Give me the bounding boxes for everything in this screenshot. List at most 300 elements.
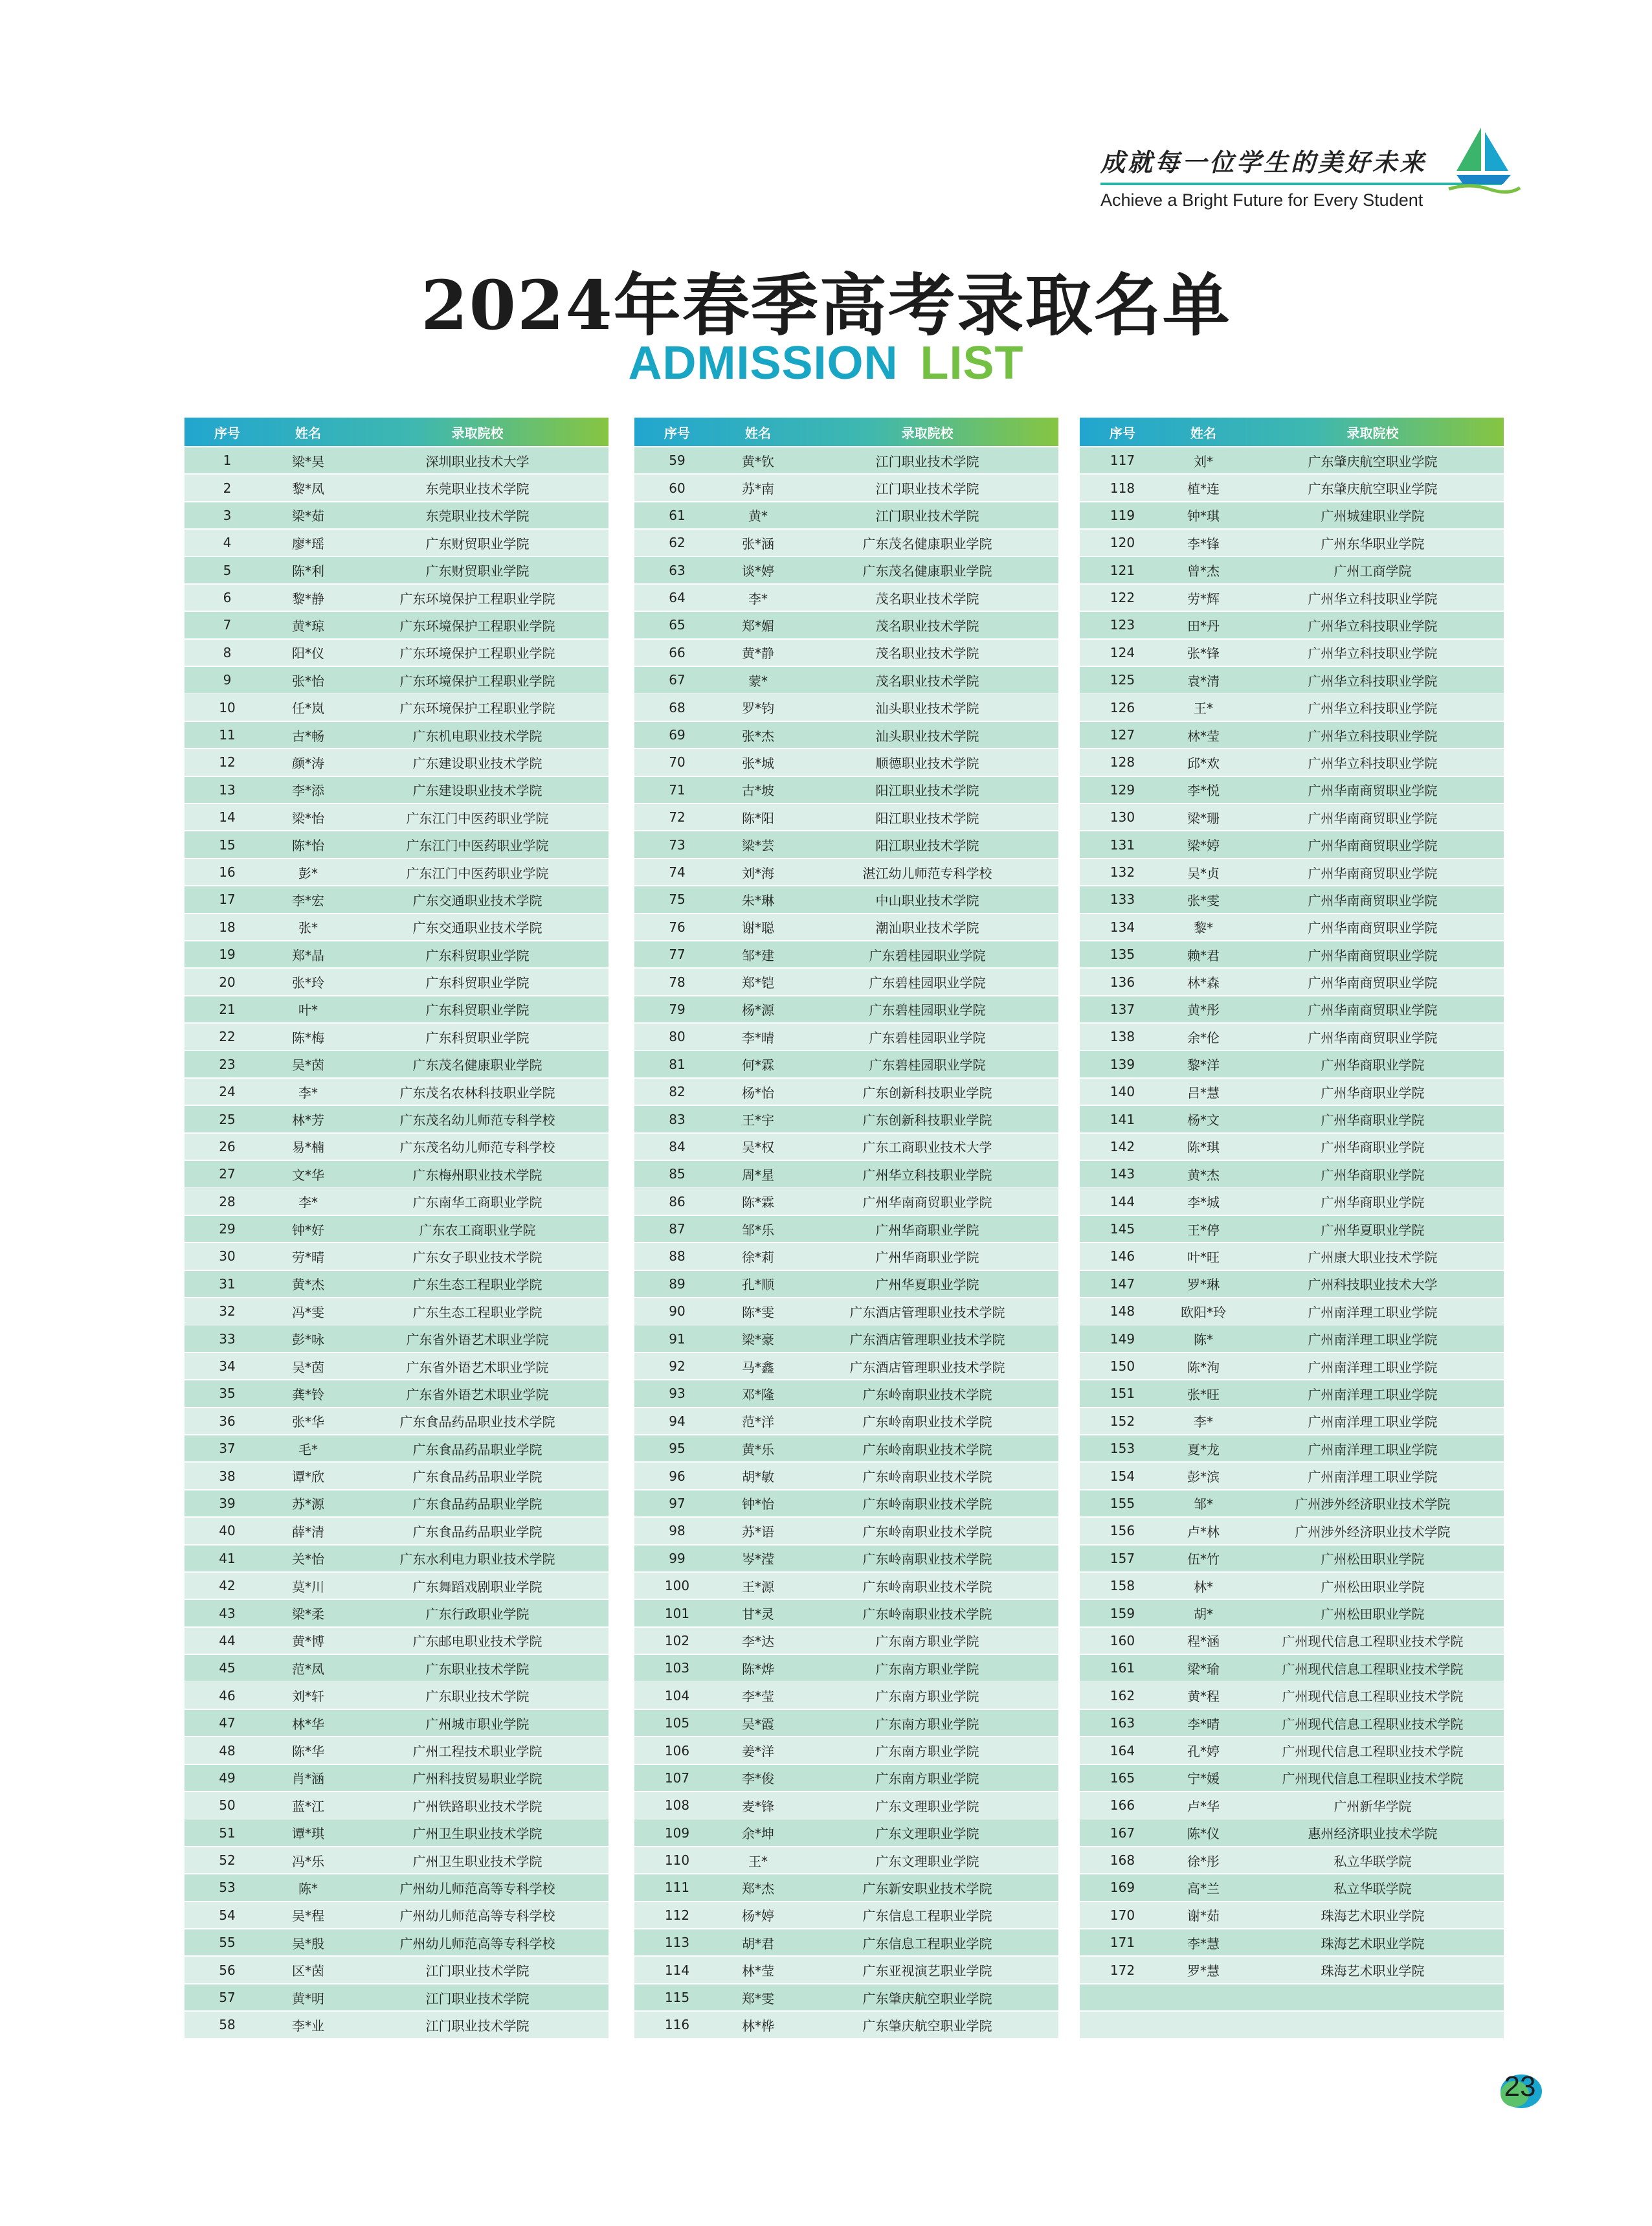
- table-row: [634, 1216, 1058, 1242]
- row-number: 121: [1110, 562, 1135, 578]
- school-name: 广州现代信息工程职业技术学院: [1282, 1716, 1464, 1732]
- table-row: [184, 749, 608, 776]
- student-name: 黎*凤: [292, 481, 324, 497]
- table-row: [634, 585, 1058, 611]
- table-row: [1080, 1024, 1504, 1050]
- row-number: 52: [219, 1852, 236, 1869]
- table-header: [634, 418, 1058, 446]
- student-name: 梁*瑜: [1187, 1661, 1220, 1677]
- student-name: 关*怡: [292, 1551, 324, 1568]
- row-number: 147: [1110, 1276, 1135, 1292]
- table-row: [184, 1682, 608, 1709]
- school-name: 广州幼儿师范高等专科学校: [399, 1935, 555, 1951]
- school-name: 广州南洋理工职业学院: [1308, 1386, 1438, 1402]
- student-name: 阳*仪: [292, 646, 324, 662]
- school-name: 广州华南商贸职业学院: [1308, 1029, 1438, 1046]
- table-row: [634, 886, 1058, 913]
- row-number: 11: [219, 727, 236, 743]
- row-number: 127: [1110, 727, 1135, 743]
- row-number: 74: [669, 864, 686, 880]
- table-row: [1080, 941, 1504, 968]
- page-title: 2024年春季高考录取名单: [421, 265, 1231, 345]
- table-row: [1080, 1765, 1504, 1792]
- row-number: 39: [219, 1495, 236, 1511]
- school-name: 广东农工商职业学院: [419, 1222, 536, 1238]
- table-row: [634, 612, 1058, 638]
- school-name: 广州华立科技职业学院: [1308, 673, 1438, 689]
- row-number: 7: [223, 617, 232, 633]
- student-name: 陈*烨: [742, 1661, 774, 1677]
- school-name: 广州松田职业学院: [1321, 1551, 1425, 1568]
- row-number: 151: [1110, 1386, 1135, 1402]
- row-number: 132: [1110, 864, 1135, 880]
- row-number: 77: [669, 947, 686, 963]
- table-row: [184, 722, 608, 748]
- school-name: 广州松田职业学院: [1321, 1606, 1425, 1623]
- school-name: 广州华商职业学院: [1321, 1085, 1425, 1101]
- student-name: 刘*: [1194, 453, 1213, 469]
- header-name: 姓名: [1190, 425, 1216, 441]
- table-row: [184, 1902, 608, 1929]
- student-name: 黄*彤: [1187, 1002, 1220, 1018]
- school-name: 广东南方职业学院: [875, 1744, 979, 1759]
- school-name: 广州铁路职业技术学院: [412, 1798, 542, 1814]
- school-name: 广东交通职业技术学院: [412, 920, 542, 936]
- student-name: 甘*灵: [742, 1606, 774, 1623]
- student-name: 谭*欣: [292, 1469, 324, 1485]
- table-row: [1080, 1655, 1504, 1681]
- school-name: 广东肇庆航空职业学院: [862, 2018, 992, 2034]
- row-number: 21: [219, 1001, 236, 1017]
- table-row: [1080, 1134, 1504, 1160]
- row-number: 34: [219, 1358, 236, 1375]
- row-number: 75: [669, 892, 686, 908]
- table-row: [1080, 585, 1504, 611]
- student-name: 黎*洋: [1187, 1057, 1220, 1074]
- row-number: 166: [1110, 1797, 1135, 1814]
- student-name: 吕*慧: [1187, 1085, 1220, 1101]
- school-name: 广州华立科技职业学院: [1308, 618, 1438, 634]
- student-name: 郑*铠: [742, 975, 774, 991]
- school-name: 广东亚视演艺职业学院: [862, 1963, 992, 1979]
- student-name: 罗*钧: [742, 701, 774, 717]
- student-name: 陈*华: [292, 1744, 324, 1759]
- table-row: [1080, 1984, 1504, 2011]
- row-number: 86: [669, 1193, 686, 1209]
- row-number: 67: [669, 672, 686, 688]
- school-name: 江门职业技术学院: [425, 1990, 530, 2007]
- student-name: 谭*琪: [292, 1826, 324, 1842]
- row-number: 128: [1110, 754, 1135, 770]
- row-number: 157: [1110, 1550, 1135, 1566]
- table-row: [184, 447, 608, 474]
- student-name: 莫*川: [292, 1579, 324, 1595]
- school-name: 广东科贸职业学院: [425, 947, 530, 963]
- student-name: 彭*滨: [1187, 1469, 1220, 1485]
- school-name: 广州涉外经济职业技术学院: [1295, 1496, 1451, 1512]
- student-name: 蓝*江: [292, 1798, 324, 1814]
- school-name: 广州工程技术职业学院: [412, 1744, 542, 1759]
- school-name: 广州幼儿师范高等专科学校: [399, 1908, 555, 1924]
- row-number: 142: [1110, 1138, 1135, 1154]
- row-number: 107: [664, 1770, 690, 1786]
- table-row: [1080, 831, 1504, 858]
- student-name: 林*森: [1187, 975, 1220, 991]
- row-number: 112: [664, 1907, 690, 1923]
- table-row: [184, 1408, 608, 1435]
- student-name: 罗*慧: [1187, 1963, 1220, 1979]
- table-row: [1080, 1188, 1504, 1215]
- row-number: 45: [219, 1660, 236, 1676]
- row-number: 159: [1110, 1605, 1135, 1621]
- school-name: 广州华商职业学院: [1321, 1195, 1425, 1211]
- table-row: [1080, 1380, 1504, 1407]
- table-row: [1080, 859, 1504, 886]
- school-name: 广东岭南职业技术学院: [862, 1441, 992, 1457]
- table-row: [184, 1463, 608, 1489]
- table-row: [634, 1325, 1058, 1352]
- table-row: [634, 475, 1058, 501]
- table-row: [634, 1792, 1058, 1819]
- school-name: 广州城建职业学院: [1321, 508, 1425, 524]
- row-number: 162: [1110, 1687, 1135, 1703]
- row-number: 104: [664, 1687, 690, 1703]
- student-name: 林*桦: [742, 2018, 774, 2034]
- table-row: [1080, 1737, 1504, 1764]
- table-row: [1080, 694, 1504, 721]
- student-name: 任*岚: [292, 701, 324, 717]
- school-name: 广东工商职业技术大学: [862, 1140, 992, 1156]
- student-name: 张*华: [292, 1414, 324, 1430]
- sailboat-icon: [1444, 124, 1521, 196]
- student-name: 胡*: [1194, 1606, 1213, 1623]
- school-name: 广东省外语艺术职业学院: [406, 1332, 549, 1348]
- table-row: [184, 1353, 608, 1380]
- row-number: 84: [669, 1138, 686, 1154]
- table-row: [634, 996, 1058, 1023]
- table-row: [184, 1435, 608, 1462]
- school-name: 广州华立科技职业学院: [1308, 590, 1438, 607]
- row-number: 70: [669, 754, 686, 770]
- student-name: 谈*婷: [742, 563, 774, 579]
- school-name: 广州华南商贸职业学院: [862, 1195, 992, 1211]
- table-row: [184, 1792, 608, 1819]
- table-row: [634, 1353, 1058, 1380]
- table-row: [1080, 1573, 1504, 1599]
- row-number: 115: [664, 1990, 690, 2006]
- student-name: 邓*隆: [742, 1386, 774, 1402]
- school-name: 广东交通职业技术学院: [412, 892, 542, 908]
- table-row: [184, 1325, 608, 1352]
- school-name: 广东行政职业学院: [425, 1606, 530, 1623]
- student-name: 邹*建: [742, 947, 774, 963]
- student-name: 何*霖: [742, 1057, 774, 1074]
- school-name: 广州现代信息工程职业技术学院: [1282, 1634, 1464, 1650]
- admission-table-3: [1080, 418, 1504, 2038]
- table-row: [1080, 640, 1504, 666]
- row-number: 12: [219, 754, 236, 770]
- student-name: 梁*柔: [292, 1606, 324, 1623]
- row-number: 46: [219, 1687, 236, 1703]
- table-row: [184, 1188, 608, 1215]
- school-name: 广东岭南职业技术学院: [862, 1551, 992, 1568]
- school-name: 广东南华工商职业学院: [412, 1195, 542, 1211]
- student-name: 李*: [1194, 1414, 1213, 1430]
- student-name: 李*莹: [742, 1689, 774, 1705]
- row-number: 137: [1110, 1001, 1135, 1017]
- school-name: 广东省外语艺术职业学院: [406, 1359, 549, 1375]
- row-number: 114: [664, 1962, 690, 1978]
- row-number: 119: [1110, 507, 1135, 523]
- row-number: 161: [1110, 1660, 1135, 1676]
- school-name: 广东生态工程职业学院: [412, 1304, 542, 1320]
- table-row: [184, 585, 608, 611]
- row-number: 126: [1110, 699, 1135, 715]
- row-number: 101: [664, 1605, 690, 1621]
- school-name: 广州南洋理工职业学院: [1308, 1414, 1438, 1430]
- school-name: 私立华联学院: [1334, 1880, 1412, 1896]
- student-name: 李*晴: [1187, 1716, 1220, 1732]
- school-name: 江门职业技术学院: [425, 2018, 530, 2034]
- school-name: 广州华立科技职业学院: [1308, 701, 1438, 717]
- table-row: [184, 831, 608, 858]
- admission-table-1: [184, 418, 608, 2038]
- student-name: 陈*: [1194, 1332, 1213, 1348]
- table-row: [184, 667, 608, 693]
- table-row: [634, 1929, 1058, 1956]
- row-number: 139: [1110, 1056, 1135, 1072]
- table-row: [634, 941, 1058, 968]
- row-number: 116: [664, 2017, 690, 2033]
- table-row: [1080, 1792, 1504, 1819]
- table-row: [1080, 1546, 1504, 1572]
- student-name: 王*停: [1187, 1222, 1220, 1238]
- row-number: 23: [219, 1056, 236, 1072]
- table-row: [1080, 1435, 1504, 1462]
- row-number: 79: [669, 1001, 686, 1017]
- student-name: 林*华: [292, 1716, 324, 1732]
- school-name: 广东茂名健康职业学院: [862, 535, 992, 552]
- row-number: 61: [669, 507, 686, 523]
- table-row: [1080, 1600, 1504, 1626]
- row-number: 118: [1110, 480, 1135, 496]
- student-name: 郑*杰: [742, 1880, 774, 1896]
- school-name: 茂名职业技术学院: [875, 618, 979, 634]
- table-row: [634, 1957, 1058, 1983]
- student-name: 林*莹: [1187, 728, 1220, 744]
- school-name: 广东碧桂园职业学院: [869, 1057, 986, 1074]
- school-name: 广州华南商贸职业学院: [1308, 810, 1438, 826]
- row-number: 42: [219, 1578, 236, 1594]
- row-number: 63: [669, 562, 686, 578]
- table-row: [184, 2012, 608, 2038]
- row-number: 109: [664, 1825, 690, 1841]
- school-name: 广东茂名农林科技职业学院: [399, 1085, 555, 1101]
- table-row: [634, 1079, 1058, 1105]
- student-name: 冯*乐: [292, 1853, 324, 1869]
- row-number: 87: [669, 1221, 686, 1237]
- table-row: [1080, 1161, 1504, 1187]
- student-name: 李*: [748, 590, 768, 607]
- row-number: 113: [664, 1935, 690, 1951]
- table-row: [184, 1079, 608, 1105]
- row-number: 14: [219, 809, 236, 826]
- school-name: 茂名职业技术学院: [875, 673, 979, 689]
- student-name: 廖*瑶: [292, 535, 324, 552]
- school-name: 广州华南商贸职业学院: [1308, 892, 1438, 908]
- student-name: 区*茵: [292, 1963, 324, 1979]
- school-name: 广东酒店管理职业技术学院: [849, 1359, 1005, 1375]
- table-row: [634, 749, 1058, 776]
- school-name: 广州东华职业学院: [1321, 535, 1425, 552]
- school-name: 广东职业技术学院: [425, 1661, 530, 1677]
- school-name: 广州华立科技职业学院: [1308, 755, 1438, 771]
- table-row: [634, 1682, 1058, 1709]
- school-name: 潮汕职业技术学院: [875, 920, 979, 936]
- row-number: 133: [1110, 892, 1135, 908]
- school-name: 广州华南商贸职业学院: [1308, 865, 1438, 881]
- school-name: 广东信息工程职业学院: [862, 1935, 992, 1951]
- school-name: 广东食品药品职业学院: [412, 1496, 542, 1512]
- table-row: [1080, 1628, 1504, 1654]
- school-name: 广州华商职业学院: [875, 1222, 979, 1238]
- page-subtitle: [0, 337, 1652, 390]
- student-name: 田*丹: [1187, 618, 1220, 634]
- table-row: [634, 1161, 1058, 1187]
- row-number: 4: [223, 535, 232, 551]
- school-name: 广东科贸职业学院: [425, 975, 530, 991]
- table-row: [184, 1984, 608, 2011]
- school-name: 阳江职业技术学院: [875, 810, 979, 826]
- student-name: 黄*: [748, 508, 768, 524]
- table-row: [1080, 1353, 1504, 1380]
- table-row: [1080, 777, 1504, 804]
- student-name: 范*洋: [742, 1414, 774, 1430]
- table-row: [1080, 804, 1504, 831]
- row-number: 169: [1110, 1880, 1135, 1896]
- school-name: 惠州经济职业技术学院: [1308, 1826, 1438, 1842]
- school-name: 茂名职业技术学院: [875, 646, 979, 662]
- row-number: 16: [219, 864, 236, 880]
- table-row: [634, 777, 1058, 804]
- school-name: 广东食品药品职业学院: [412, 1441, 542, 1457]
- student-name: 吴*霞: [742, 1716, 774, 1732]
- school-name: 广东环境保护工程职业学院: [399, 646, 555, 662]
- student-name: 龚*铃: [292, 1386, 324, 1402]
- table-row: [634, 1710, 1058, 1737]
- school-name: 广东生态工程职业学院: [412, 1277, 542, 1293]
- school-name: 广东食品药品职业学院: [412, 1469, 542, 1485]
- header-no: 序号: [664, 425, 690, 441]
- student-name: 黄*杰: [1187, 1167, 1220, 1183]
- school-name: 广东茂名幼儿师范专科学校: [399, 1140, 555, 1156]
- row-number: 48: [219, 1742, 236, 1759]
- student-name: 薛*清: [292, 1523, 324, 1540]
- student-name: 周*星: [742, 1167, 774, 1183]
- school-name: 东莞职业技术学院: [425, 481, 530, 497]
- school-name: 广州华南商贸职业学院: [1308, 947, 1438, 963]
- school-name: 广州康大职业技术学院: [1308, 1249, 1438, 1265]
- row-number: 66: [669, 644, 686, 660]
- school-name: 广东茂名幼儿师范专科学校: [399, 1112, 555, 1129]
- table-row: [634, 1298, 1058, 1325]
- row-number: 40: [219, 1523, 236, 1539]
- student-name: 梁*婷: [1187, 838, 1220, 854]
- page-number-badge: [1497, 2065, 1543, 2111]
- row-number: 76: [669, 919, 686, 935]
- student-name: 欧阳*玲: [1181, 1304, 1226, 1320]
- school-name: 广州卫生职业技术学院: [412, 1826, 542, 1842]
- table-row: [634, 1518, 1058, 1544]
- student-name: 劳*辉: [1187, 590, 1220, 607]
- table-row: [184, 557, 608, 583]
- school-name: 广州南洋理工职业学院: [1308, 1304, 1438, 1320]
- table-row: [184, 612, 608, 638]
- table-row: [634, 804, 1058, 831]
- row-number: 134: [1110, 919, 1135, 935]
- table-row: [634, 859, 1058, 886]
- table-row: [634, 1984, 1058, 2011]
- row-number: 41: [219, 1550, 236, 1566]
- school-name: 广东江门中医药职业学院: [406, 865, 549, 881]
- row-number: 106: [664, 1742, 690, 1759]
- row-number: 47: [219, 1715, 236, 1731]
- subtitle-admission: ADMISSION: [628, 337, 899, 389]
- student-name: 陈*雯: [742, 1304, 774, 1320]
- row-number: 38: [219, 1468, 236, 1484]
- row-number: 136: [1110, 974, 1135, 990]
- student-name: 郑*雯: [742, 1990, 774, 2007]
- table-row: [1080, 1463, 1504, 1489]
- table-row: [1080, 530, 1504, 556]
- table-row: [634, 1490, 1058, 1517]
- student-name: 陈*怡: [292, 838, 324, 854]
- student-name: 李*俊: [742, 1771, 774, 1787]
- table-row: [634, 1024, 1058, 1050]
- school-name: 广州南洋理工职业学院: [1308, 1332, 1438, 1348]
- table-row: [1080, 1518, 1504, 1544]
- row-number: 111: [664, 1880, 690, 1896]
- row-number: 153: [1110, 1441, 1135, 1457]
- table-row: [634, 1847, 1058, 1874]
- school-name: 广州华南商贸职业学院: [1308, 975, 1438, 991]
- student-name: 王*: [1194, 701, 1213, 717]
- row-number: 140: [1110, 1084, 1135, 1100]
- school-name: 广东南方职业学院: [875, 1661, 979, 1677]
- row-number: 163: [1110, 1715, 1135, 1731]
- student-name: 黄*程: [1187, 1689, 1220, 1705]
- table-row: [184, 1216, 608, 1242]
- student-name: 余*伦: [1187, 1029, 1220, 1046]
- row-number: 37: [219, 1441, 236, 1457]
- table-row: [1080, 914, 1504, 941]
- header-name: 姓名: [295, 425, 321, 441]
- row-number: 144: [1110, 1193, 1135, 1209]
- table-row: [184, 640, 608, 666]
- row-number: 102: [664, 1632, 690, 1648]
- student-name: 张*: [298, 920, 318, 936]
- page-number: 23: [1504, 2071, 1536, 2102]
- student-name: 陈*利: [292, 563, 324, 579]
- school-name: 广州工商学院: [1334, 563, 1412, 579]
- table-row: [184, 1929, 608, 1956]
- table-row: [634, 1819, 1058, 1846]
- row-number: 64: [669, 590, 686, 606]
- row-number: 44: [219, 1632, 236, 1648]
- table-row: [184, 475, 608, 501]
- table-row: [184, 1518, 608, 1544]
- table-row: [184, 1271, 608, 1298]
